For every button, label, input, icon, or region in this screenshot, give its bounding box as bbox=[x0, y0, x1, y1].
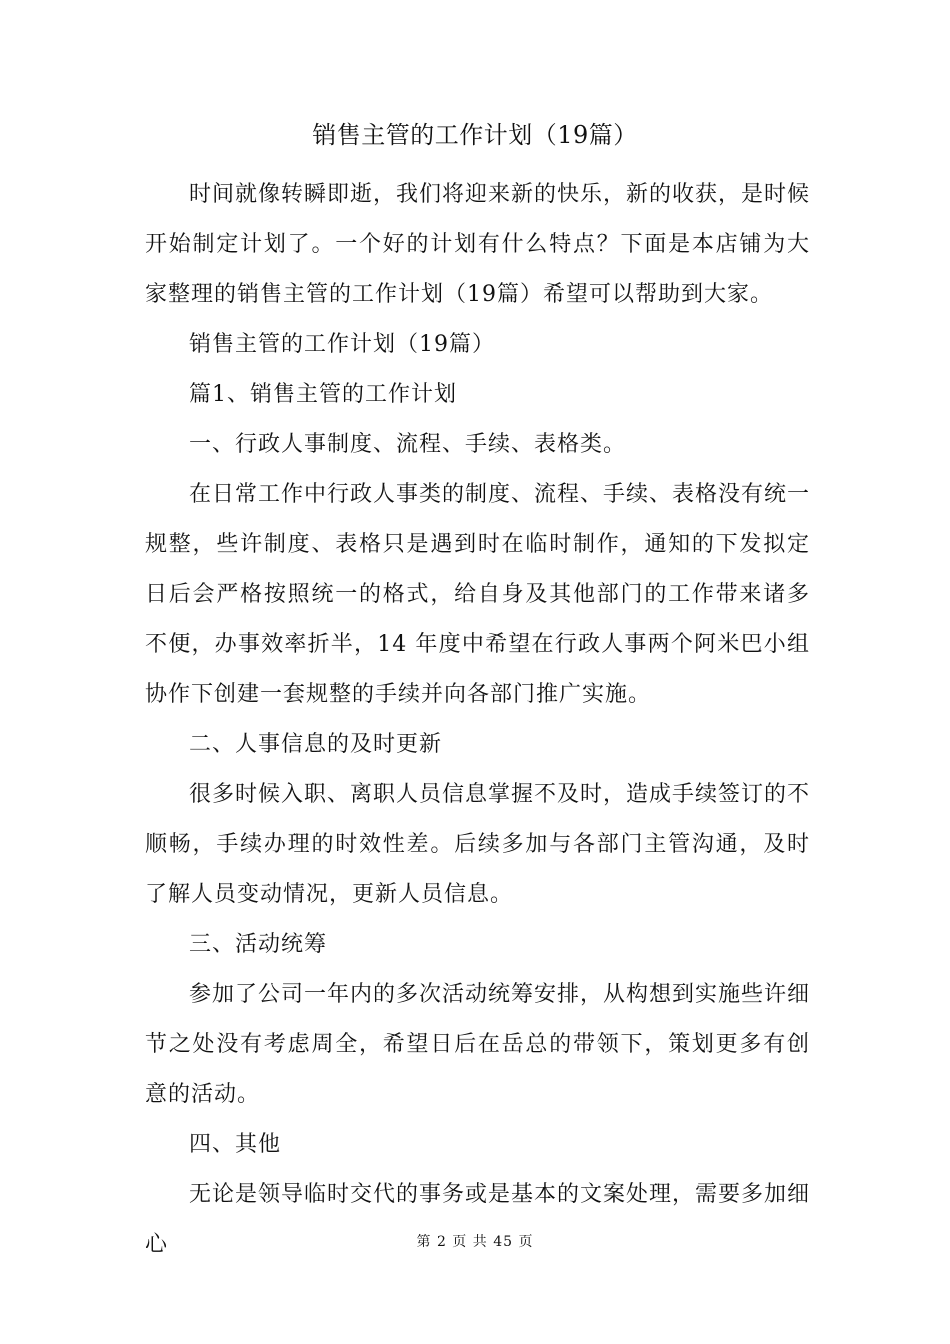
section-heading-2: 二、人事信息的及时更新 bbox=[189, 732, 443, 757]
document-title: 销售主管的工作计划（19篇） bbox=[312, 121, 638, 149]
section-heading-article-1: 篇1、销售主管的工作计划 bbox=[189, 382, 457, 407]
paragraph-section-2: 很多时候入职、离职人员信息掌握不及时，造成手续签订的不顺畅，手续办理的时效性差。后续多加与各部门主管沟通，及时了解人员变动情况，更新人员信息。 bbox=[145, 782, 811, 907]
document-body bbox=[145, 170, 810, 1270]
section-heading-4: 四、其他 bbox=[189, 1132, 282, 1157]
section-heading-1: 一、行政人事制度、流程、手续、表格类。 bbox=[189, 432, 627, 457]
paragraph-section-3: 参加了公司一年内的多次活动统筹安排，从构想到实施些许细节之处没有考虑周全，希望日后在岳总的带领下，策划更多有创意的活动。 bbox=[145, 982, 811, 1107]
paragraph-section-1: 在日常工作中行政人事类的制度、流程、手续、表格没有统一规整，些许制度、表格只是遇到时在临时制作，通知的下发拟定日后会严格按照统一的格式，给自身及其他部门的工作带来诸多不便，办事效率折半，14 年度中希望在行政人事两个阿米巴小组协作下创建一套规整的手续并向各部门推广实施。 bbox=[145, 482, 811, 707]
paragraph-subtitle: 销售主管的工作计划（19篇） bbox=[189, 332, 495, 357]
paragraph-section-4: 无论是领导临时交代的事务或是基本的文案处理，需要多加细心 bbox=[145, 1182, 811, 1257]
page-footer: 第 2 页 共 45 页 bbox=[416, 1234, 534, 1250]
section-heading-3: 三、活动统筹 bbox=[189, 932, 328, 957]
paragraph-intro: 时间就像转瞬即逝，我们将迎来新的快乐，新的收获，是时候开始制定计划了。一个好的计划有什么特点？下面是本店铺为大家整理的销售主管的工作计划（19篇）希望可以帮助到大家。 bbox=[145, 182, 811, 307]
